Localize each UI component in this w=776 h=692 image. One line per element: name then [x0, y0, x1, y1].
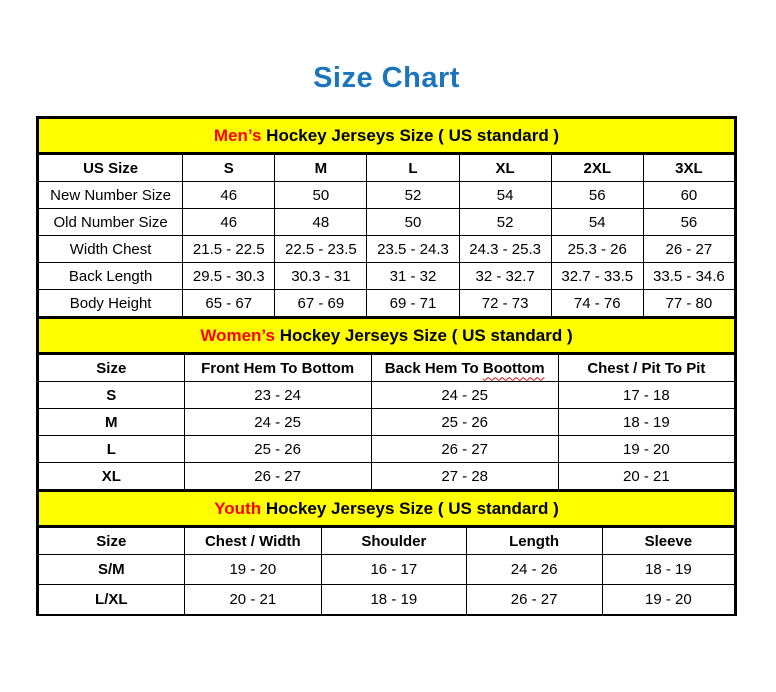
womens-section-title	[38, 318, 736, 354]
value-cell: 24 - 25	[371, 382, 558, 409]
section-band-row	[38, 318, 736, 354]
column-header: US Size	[38, 154, 183, 182]
value-cell: 69 - 71	[367, 290, 459, 317]
table-row	[38, 382, 736, 409]
value-cell: 24.3 - 25.3	[459, 236, 551, 263]
youth-size-table	[36, 489, 737, 616]
value-cell: 26 - 27	[371, 436, 558, 463]
section-band-row	[38, 491, 736, 527]
column-header: 3XL	[643, 154, 735, 182]
section-title-highlight: Men’s	[213, 125, 262, 145]
header-row	[38, 527, 736, 555]
value-cell: 46	[183, 209, 275, 236]
value-cell: 18 - 19	[558, 409, 735, 436]
value-cell: 25 - 26	[184, 436, 371, 463]
value-cell: 29.5 - 30.3	[183, 263, 275, 290]
value-cell: 50	[275, 182, 367, 209]
value-cell: 17 - 18	[558, 382, 735, 409]
row-label: Width Chest	[38, 236, 183, 263]
value-cell: 32 - 32.7	[459, 263, 551, 290]
row-label: Old Number Size	[38, 209, 183, 236]
table-row	[38, 463, 736, 490]
column-header: S	[183, 154, 275, 182]
value-cell: 26 - 27	[466, 585, 602, 616]
row-label: Body Height	[38, 290, 183, 317]
value-cell: 54	[459, 182, 551, 209]
value-cell: 16 - 17	[322, 555, 466, 585]
column-header: Length	[466, 527, 602, 555]
value-cell: 24 - 25	[184, 409, 371, 436]
table-row	[38, 182, 736, 209]
youth-section-title	[38, 491, 736, 527]
value-cell: 46	[183, 182, 275, 209]
value-cell: 52	[459, 209, 551, 236]
row-label: New Number Size	[38, 182, 183, 209]
value-cell: 56	[643, 209, 735, 236]
header-row	[38, 154, 736, 182]
table-row	[38, 209, 736, 236]
column-header: L	[367, 154, 459, 182]
value-cell: 22.5 - 23.5	[275, 236, 367, 263]
misspelled-word: Boottom	[482, 359, 545, 377]
row-label: Back Length	[38, 263, 183, 290]
value-cell: 50	[367, 209, 459, 236]
value-cell: 52	[367, 182, 459, 209]
value-cell: 60	[643, 182, 735, 209]
value-cell: 74 - 76	[551, 290, 643, 317]
table-row	[38, 409, 736, 436]
section-title-highlight: Youth	[214, 498, 262, 518]
value-cell: 23.5 - 24.3	[367, 236, 459, 263]
value-cell: 67 - 69	[275, 290, 367, 317]
mens-size-table	[36, 116, 737, 316]
row-label: S	[38, 382, 185, 409]
header-row	[38, 354, 736, 382]
value-cell: 21.5 - 22.5	[183, 236, 275, 263]
value-cell: 26 - 27	[184, 463, 371, 490]
column-header: Size	[38, 354, 185, 382]
womens-size-table	[36, 316, 737, 489]
value-cell: 77 - 80	[643, 290, 735, 317]
table-row	[38, 263, 736, 290]
section-title-rest: Hockey Jerseys Size ( US standard )	[274, 325, 573, 345]
column-header: Sleeve	[602, 527, 735, 555]
row-label: S/M	[38, 555, 185, 585]
value-cell: 25.3 - 26	[551, 236, 643, 263]
row-label: L/XL	[38, 585, 185, 616]
table-row	[38, 585, 736, 616]
section-title-rest: Hockey Jerseys Size ( US standard )	[261, 498, 559, 518]
table-row	[38, 555, 736, 585]
value-cell: 18 - 19	[602, 555, 735, 585]
value-cell: 19 - 20	[184, 555, 322, 585]
value-cell: 33.5 - 34.6	[643, 263, 735, 290]
value-cell: 20 - 21	[558, 463, 735, 490]
value-cell: 30.3 - 31	[275, 263, 367, 290]
section-title-rest: Hockey Jerseys Size ( US standard )	[261, 125, 560, 145]
value-cell: 48	[275, 209, 367, 236]
column-header: Chest / Pit To Pit	[558, 354, 735, 382]
value-cell: 72 - 73	[459, 290, 551, 317]
value-cell: 65 - 67	[183, 290, 275, 317]
value-cell: 20 - 21	[184, 585, 322, 616]
value-cell: 31 - 32	[367, 263, 459, 290]
row-label: M	[38, 409, 185, 436]
column-header: Size	[38, 527, 185, 555]
value-cell: 18 - 19	[322, 585, 466, 616]
value-cell: 56	[551, 182, 643, 209]
table-row	[38, 236, 736, 263]
value-cell: 23 - 24	[184, 382, 371, 409]
value-cell: 19 - 20	[602, 585, 735, 616]
column-header: Shoulder	[322, 527, 466, 555]
value-cell: 19 - 20	[558, 436, 735, 463]
section-title-highlight: Women’s	[200, 325, 275, 345]
column-header: XL	[459, 154, 551, 182]
page-title: Size Chart	[313, 62, 460, 94]
value-cell: 24 - 26	[466, 555, 602, 585]
table-row	[38, 290, 736, 317]
row-label: XL	[38, 463, 185, 490]
column-header: M	[275, 154, 367, 182]
value-cell: 54	[551, 209, 643, 236]
value-cell: 25 - 26	[371, 409, 558, 436]
section-band-row	[38, 118, 736, 154]
value-cell: 32.7 - 33.5	[551, 263, 643, 290]
column-header: Chest / Width	[184, 527, 322, 555]
column-header: Front Hem To Bottom	[184, 354, 371, 382]
column-header: 2XL	[551, 154, 643, 182]
row-label: L	[38, 436, 185, 463]
value-cell: 27 - 28	[371, 463, 558, 490]
mens-section-title	[38, 118, 736, 154]
size-chart-page	[36, 60, 737, 616]
table-row	[38, 436, 736, 463]
value-cell: 26 - 27	[643, 236, 735, 263]
column-header: Back Hem To Boottom	[371, 354, 558, 382]
